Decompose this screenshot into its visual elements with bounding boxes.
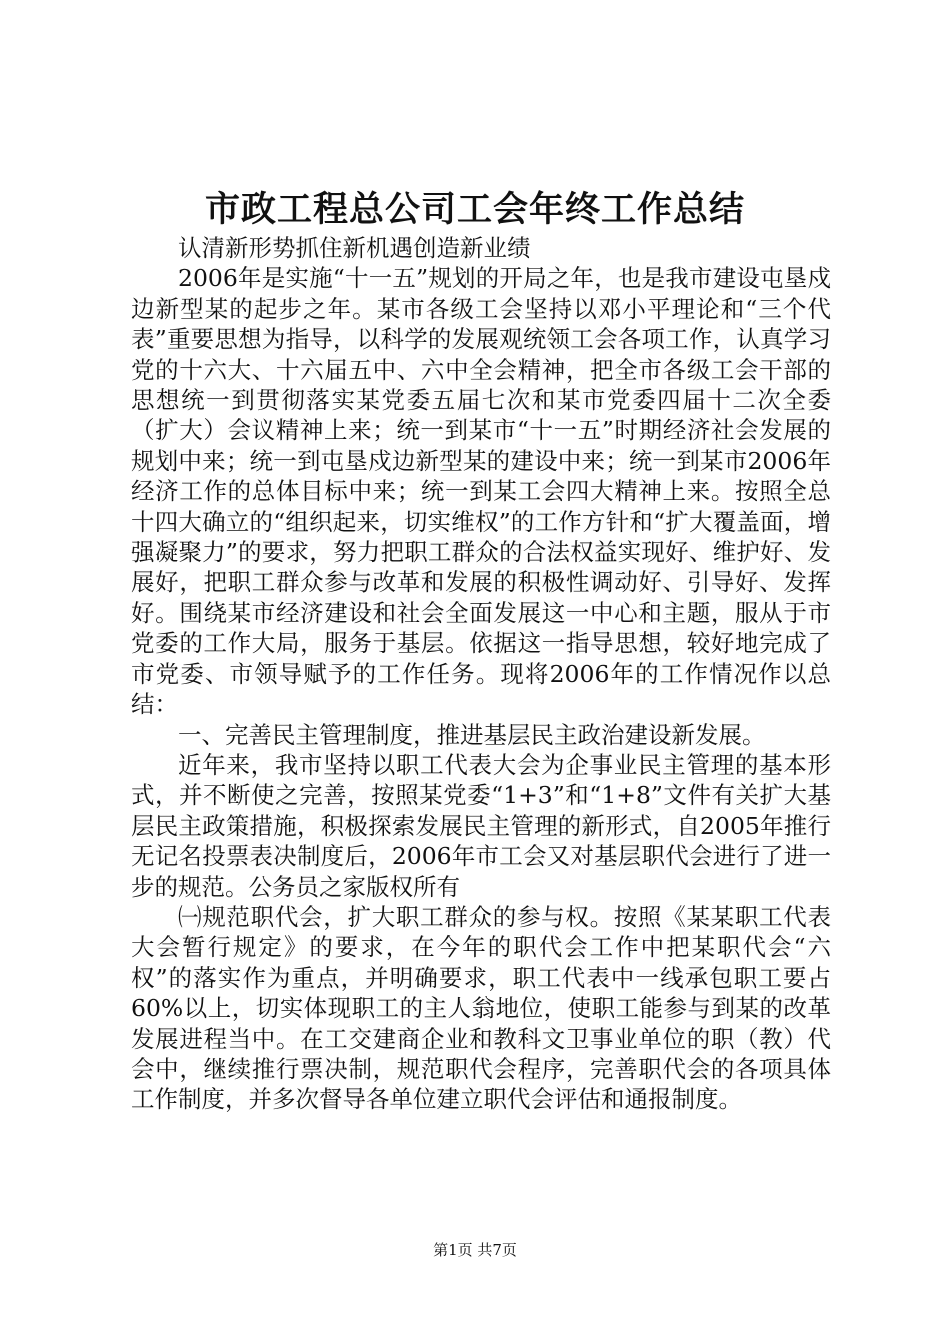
body-paragraph: ㈠规范职代会，扩大职工群众的参与权。按照《某某职工代表大会暂行规定》的要求，在今年的职代会工作中把某职代会“六权”的落实作为重点，并明确要求，职工代表中一线承包职工要占60%以上，切实体现职工的主人翁地位，使职工能参与到某的改革发展进程当中。在工交建商企业和教科文卫事业单位的职（教）代会中，继续推行票决制，规范职代会程序，完善职代会的各项具体工作制度，并多次督导各单位建立职代会评估和通报制度。	[131, 902, 831, 1114]
subtitle-paragraph: 认清新形势抓住新机遇创造新业绩	[178, 234, 531, 262]
document-body	[131, 233, 831, 1115]
body-paragraph: 近年来，我市坚持以职工代表大会为企事业民主管理的基本形式，并不断使之完善，按照某党委“1+3”和“1+8”文件有关扩大基层民主政策措施，积极探索发展民主管理的新形式，自2005年推行无记名投票表决制度后，2006年市工会又对基层职代会进行了进一步的规范。公务员之家版权所有	[131, 750, 831, 901]
intro-paragraph: 2006年是实施“十一五”规划的开局之年，也是我市建设屯垦戍边新型某的起步之年。某市各级工会坚持以邓小平理论和“三个代表”重要思想为指导，以科学的发展观统领工会各项工作，认真学习党的十六大、十六届五中、六中全会精神，把全市各级工会干部的思想统一到贯彻落实某党委五届七次和某市党委四届十二次全委（扩大）会议精神上来；统一到某市“十一五”时期经济社会发展的规划中来；统一到屯垦戍边新型某的建设中来；统一到某市2006年经济工作的总体目标中来；统一到某工会四大精神上来。按照全总十四大确立的“组织起来，切实维权”的工作方针和“扩大覆盖面，增强凝聚力”的要求，努力把职工群众的合法权益实现好、维护好、发展好，把职工群众参与改革和发展的积极性调动好、引导好、发挥好。围绕某市经济建设和社会全面发展这一中心和主题，服从于市党委的工作大局，服务于基层。依据这一指导思想，较好地完成了市党委、市领导赋予的工作任务。现将2006年的工作情况作以总结：	[131, 264, 831, 719]
document-title: 市政工程总公司工会年终工作总结	[204, 189, 745, 230]
page-footer: 第1页 共7页	[433, 1241, 517, 1259]
section-heading: 一、完善民主管理制度，推进基层民主政治建设新发展。	[178, 720, 766, 749]
